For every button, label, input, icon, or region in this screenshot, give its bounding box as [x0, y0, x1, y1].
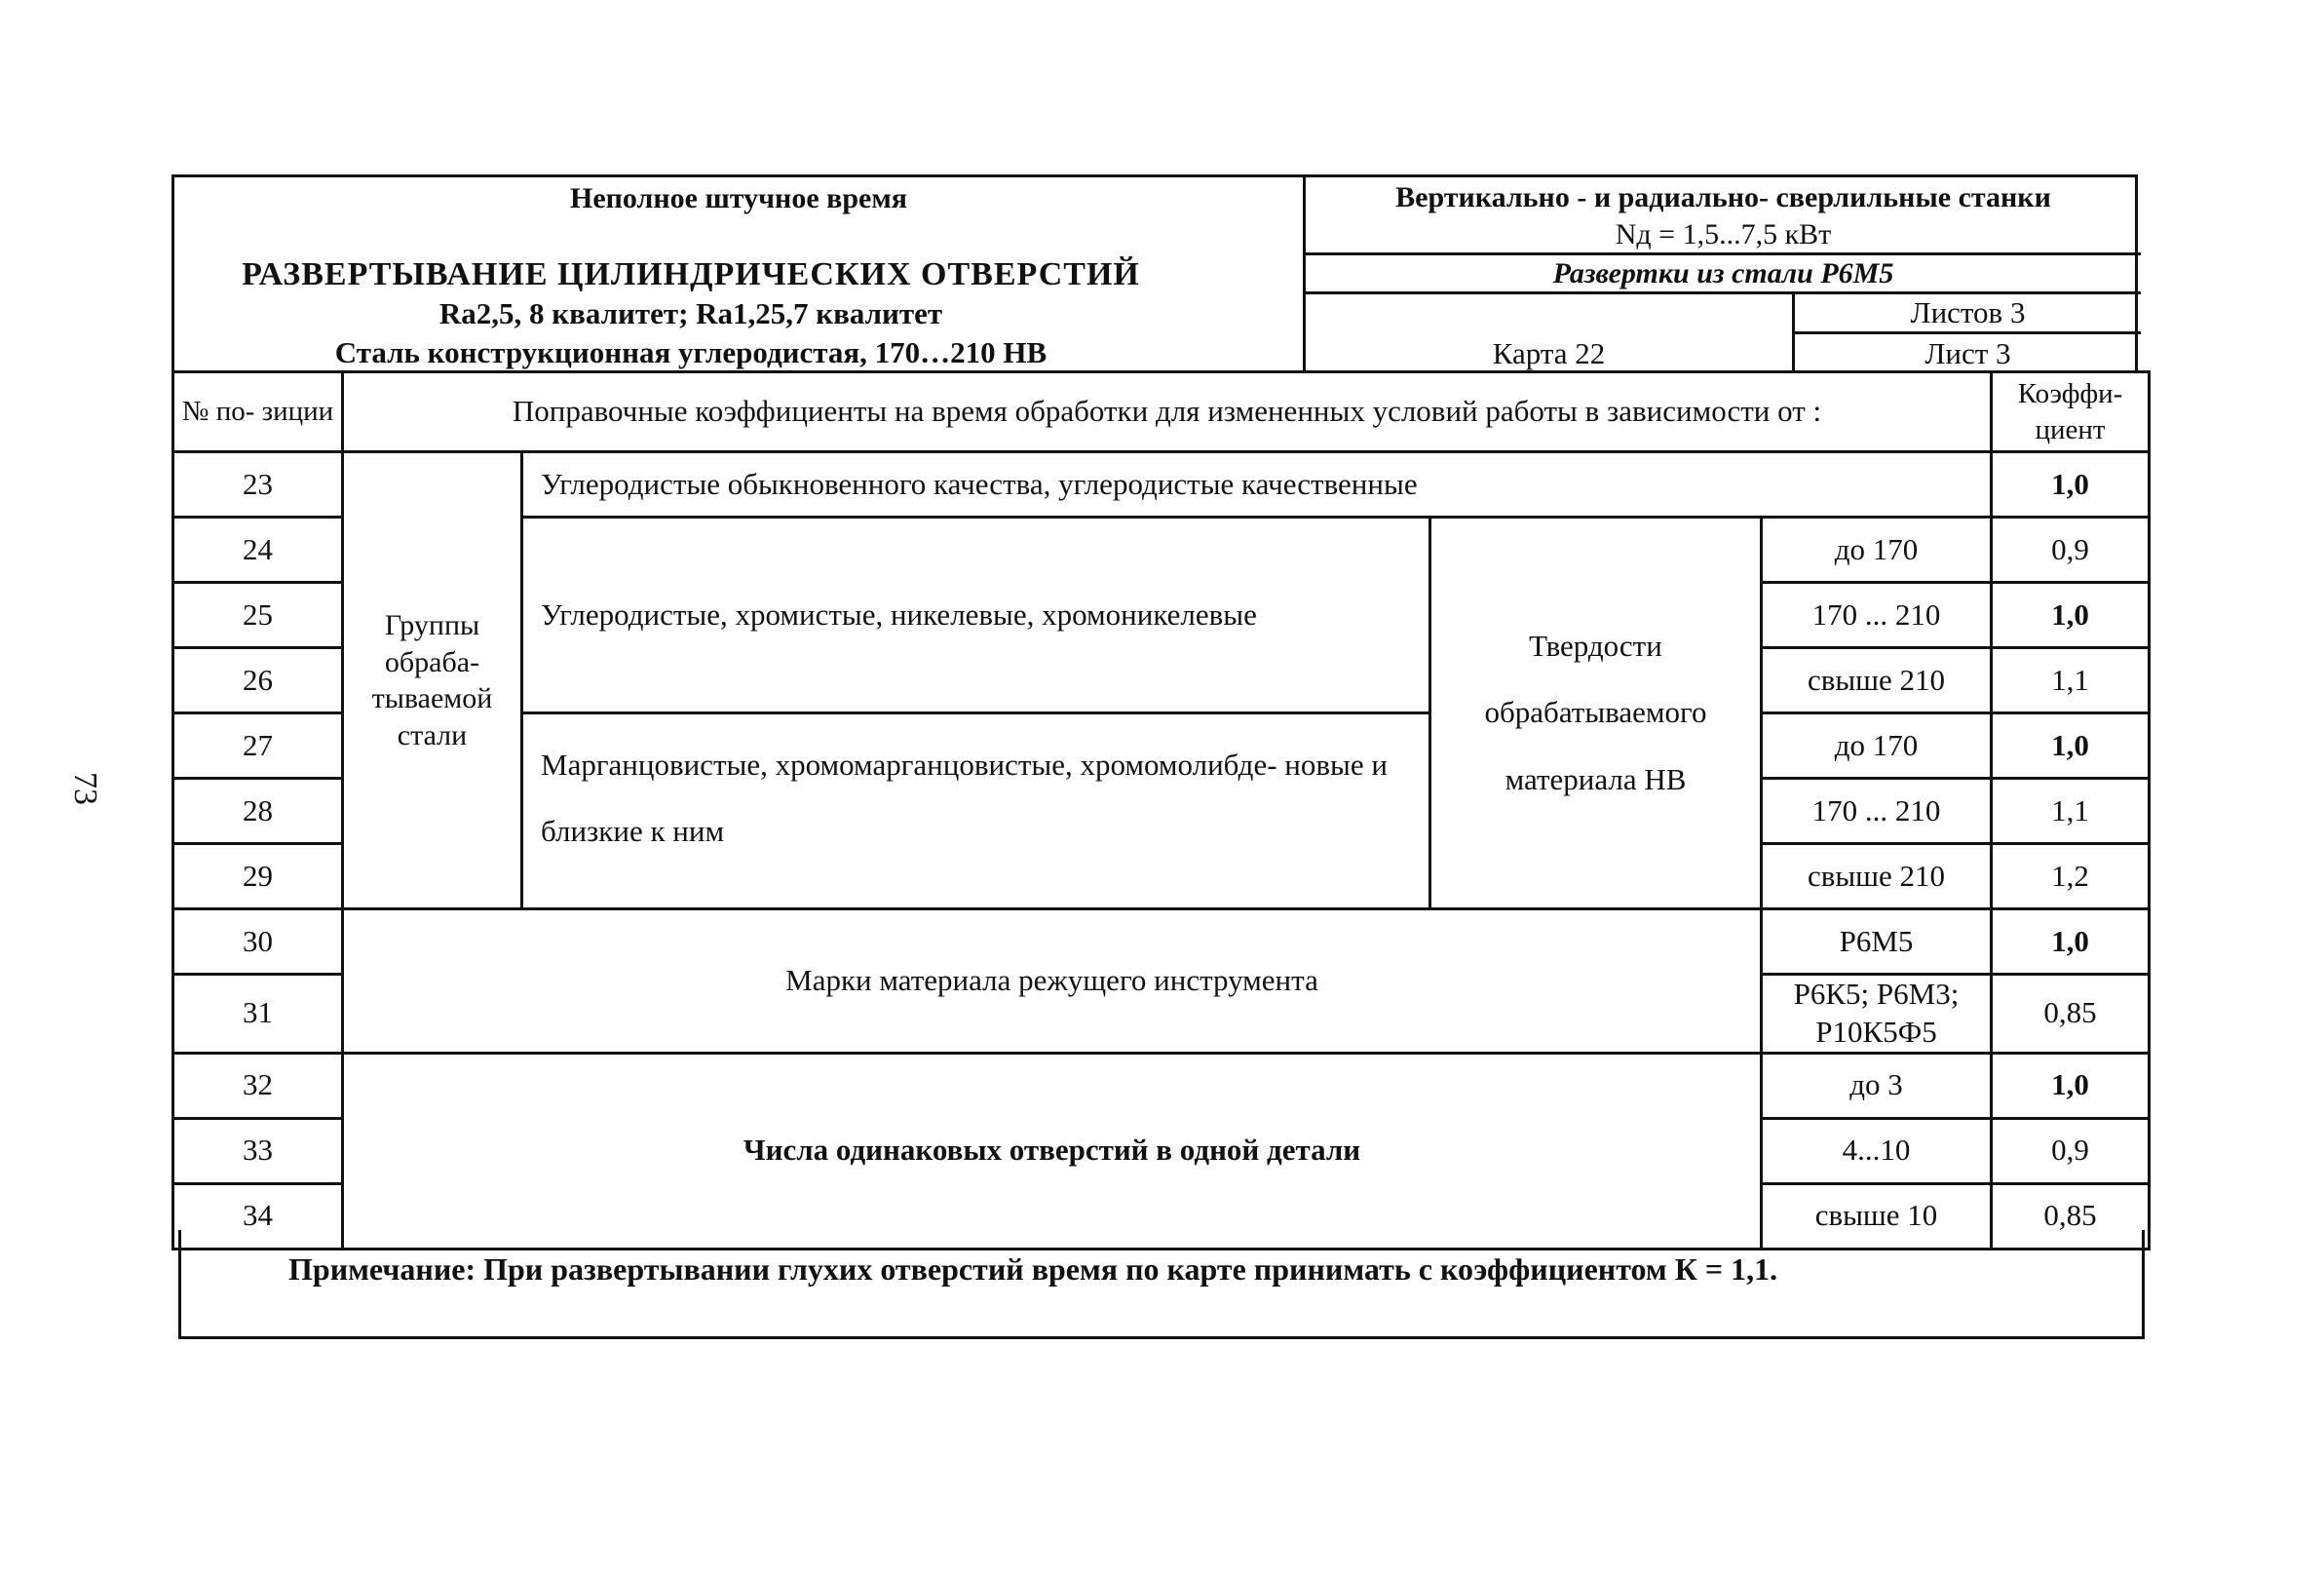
table-header-row: [173, 372, 2150, 452]
col-position: № по- зиции: [173, 372, 343, 452]
row-condition: свыше 210: [1762, 844, 1992, 909]
row-condition: Р6М5: [1762, 909, 1992, 975]
row-condition: до 3: [1762, 1053, 1992, 1118]
col-coefficient: Коэффи- циент: [1992, 372, 2150, 452]
row-condition: 170 ... 210: [1762, 583, 1992, 648]
tool-grade-label: Марки материала режущего инструмента: [343, 909, 1762, 1054]
row-position: 26: [173, 648, 343, 713]
row-position: 24: [173, 518, 343, 583]
row-position: 29: [173, 844, 343, 909]
row-coefficient: 1,0: [1992, 583, 2150, 648]
row-coefficient: 1,2: [1992, 844, 2150, 909]
header-machine: Вертикально - и радиально- сверлильные станки: [1395, 181, 2051, 213]
row-position: 32: [173, 1053, 343, 1118]
row-coefficient: 1,0: [1992, 452, 2150, 518]
steel-group-manganese: Марганцовистые, хромомарганцовистые, хромомолибде- новые и близкие к ним: [522, 713, 1430, 909]
footnote: Примечание: При развертывании глухих отверстий время по карте принимать с коэффициентом К = 1,1.: [178, 1230, 2145, 1339]
row-coefficient: 0,85: [1992, 975, 2150, 1054]
row-coefficient: 1,1: [1992, 648, 2150, 713]
row-coefficient: 0,85: [1992, 1183, 2150, 1249]
row-position: 28: [173, 779, 343, 844]
table-row: [173, 1053, 2150, 1118]
row-coefficient: 0,9: [1992, 518, 2150, 583]
row-coefficient: 1,0: [1992, 713, 2150, 779]
header-material: Сталь конструкционная углеродистая, 170…210 НВ: [334, 335, 1048, 369]
row-condition: до 170: [1762, 518, 1992, 583]
sheet-current: Лист 3: [1924, 335, 2011, 370]
steel-group-alloy: Углеродистые, хромистые, никелевые, хромоникелевые: [522, 518, 1430, 713]
row-coefficient: 0,9: [1992, 1118, 2150, 1183]
row-coefficient: 1,0: [1992, 909, 2150, 975]
row-condition: 4...10: [1762, 1118, 1992, 1183]
holes-count-label: Числа одинаковых отверстий в одной детали: [343, 1053, 1762, 1249]
row-position: 31: [173, 975, 343, 1054]
row-position: 23: [173, 452, 343, 518]
card-header: [171, 174, 2138, 370]
row-condition: свыше 10: [1762, 1183, 1992, 1249]
row-condition: 170 ... 210: [1762, 779, 1992, 844]
col-description: Поправочные коэффициенты на время обработки для измененных условий работы в зависимости от :: [343, 372, 1992, 452]
row-position: 30: [173, 909, 343, 975]
row-condition: свыше 210: [1762, 648, 1992, 713]
row-position: 27: [173, 713, 343, 779]
header-title: РАЗВЕРТЫВАНИЕ ЦИЛИНДРИЧЕСКИХ ОТВЕРСТИЙ: [242, 256, 1140, 292]
row-coefficient: 1,1: [1992, 779, 2150, 844]
sheets-total: Листов 3: [1910, 295, 2026, 329]
coefficient-table: [171, 370, 2151, 1250]
row-position: 33: [173, 1118, 343, 1183]
row-position: 34: [173, 1183, 343, 1249]
header-power: Nд = 1,5...7,5 кВт: [1615, 218, 1832, 250]
header-time-type: Неполное штучное время: [569, 182, 908, 214]
row-coefficient: 1,0: [1992, 1053, 2150, 1118]
row-position: 25: [173, 583, 343, 648]
card-number: Карта 22: [1492, 335, 1606, 370]
header-tool: Развертки из стали Р6М5: [1552, 256, 1894, 289]
table-row: [173, 909, 2150, 975]
steel-group-label: Группы обраба- тываемой стали: [343, 452, 522, 909]
table-row: [173, 452, 2150, 518]
steel-group-carbon: Углеродистые обыкновенного качества, углеродистые качественные: [522, 452, 1992, 518]
row-condition: до 170: [1762, 713, 1992, 779]
hardness-label: Твердости обрабатываемого материала НВ: [1430, 518, 1762, 909]
row-condition: Р6К5; Р6М3; Р10К5Ф5: [1762, 975, 1992, 1054]
header-roughness: Ra2,5, 8 квалитет; Ra1,25,7 квалитет: [438, 296, 943, 330]
page-number: 73: [67, 772, 103, 805]
